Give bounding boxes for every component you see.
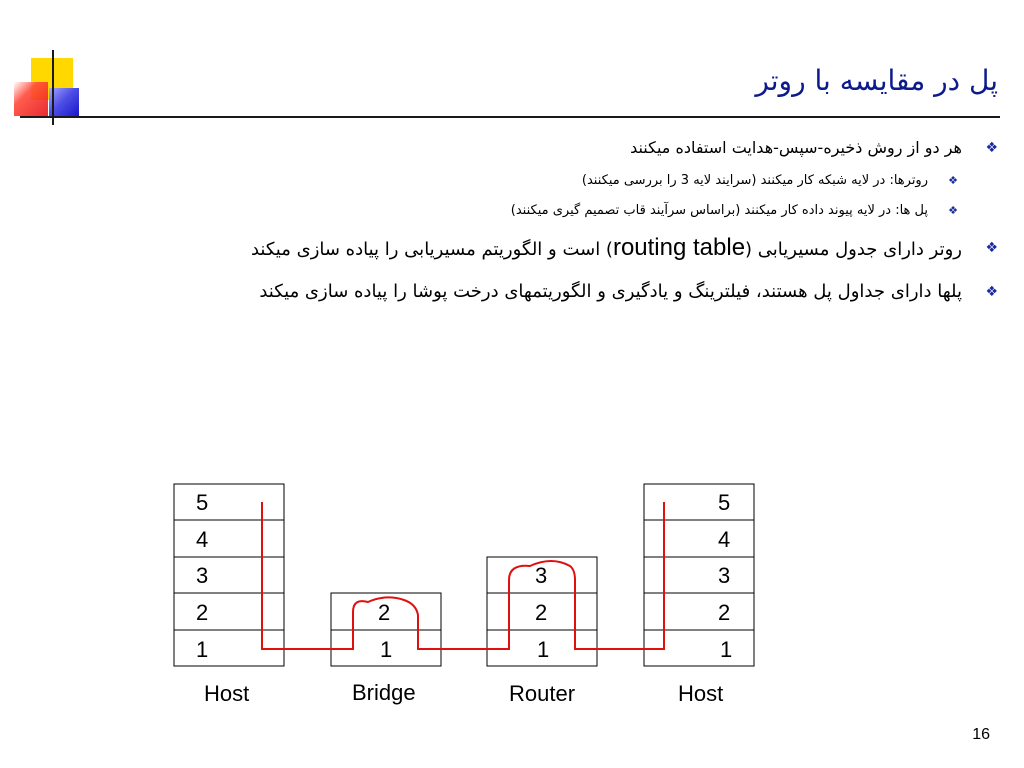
layer-label: 3 xyxy=(196,563,209,588)
decor-vertical-line xyxy=(52,50,54,125)
diamond-four-dots-icon: ❖ xyxy=(985,140,998,156)
layer-label: 1 xyxy=(537,637,550,662)
layer-label: 2 xyxy=(378,600,391,625)
layer-label: 2 xyxy=(718,600,731,625)
diamond-four-dots-icon: ❖ xyxy=(985,284,998,300)
layer-label: 5 xyxy=(718,490,731,515)
stack-label: Router xyxy=(509,681,576,706)
bullet-item: ❖ هر دو از روش ذخیره-سپس-هدایت استفاده میکنند xyxy=(251,130,962,166)
diamond-four-dots-icon: ❖ xyxy=(948,204,958,217)
bullet-list xyxy=(250,130,998,314)
layer-label: 2 xyxy=(535,600,548,625)
bullet-item: ❖ پلها دارای جداول پل هستند، فیلترینگ و یادگیری و الگوریتمهای درخت پوشا را پیاده سازی میکند xyxy=(251,270,962,314)
sub-bullet-item: ❖ پل ها: در لایه پیوند داده کار میکنند (براساس سرآیند قاب تصمیم گیری میکنند) xyxy=(251,196,928,226)
routing-table-term: routing table xyxy=(612,234,746,261)
layer-label: 3 xyxy=(535,563,548,588)
layer-label: 1 xyxy=(380,637,393,662)
stack-label: Host xyxy=(204,681,250,706)
layer-label: 5 xyxy=(196,490,209,515)
stack-label: Host xyxy=(678,681,724,706)
layer-label: 4 xyxy=(196,527,209,552)
layer-label: 1 xyxy=(720,637,733,662)
data-path-line xyxy=(262,502,664,649)
decor-red-square xyxy=(14,82,48,116)
layer-label: 3 xyxy=(718,563,731,588)
stack-label: Bridge xyxy=(352,680,416,705)
page-number: 16 xyxy=(972,726,990,743)
title-underline xyxy=(20,116,1000,118)
protocol-stack-diagram xyxy=(160,470,780,720)
layer-label: 1 xyxy=(196,637,209,662)
stack-host-right xyxy=(644,484,754,706)
stack-host-left xyxy=(174,484,284,706)
sub-bullet-item: ❖ روترها: در لایه شبکه کار میکنند (سرایند لایه 3 را بررسی میکنند) xyxy=(251,166,928,196)
bullet-item: ❖ روتر دارای جدول مسیریابی (routing table) است و الگوریتم مسیریابی را پیاده سازی میکند xyxy=(251,226,962,270)
diamond-four-dots-icon: ❖ xyxy=(948,174,958,187)
stack-router xyxy=(487,557,597,706)
diamond-four-dots-icon: ❖ xyxy=(985,240,998,256)
layer-label: 2 xyxy=(196,600,209,625)
slide-title: پل در مقایسه با روتر xyxy=(755,64,998,97)
layer-label: 4 xyxy=(718,527,731,552)
